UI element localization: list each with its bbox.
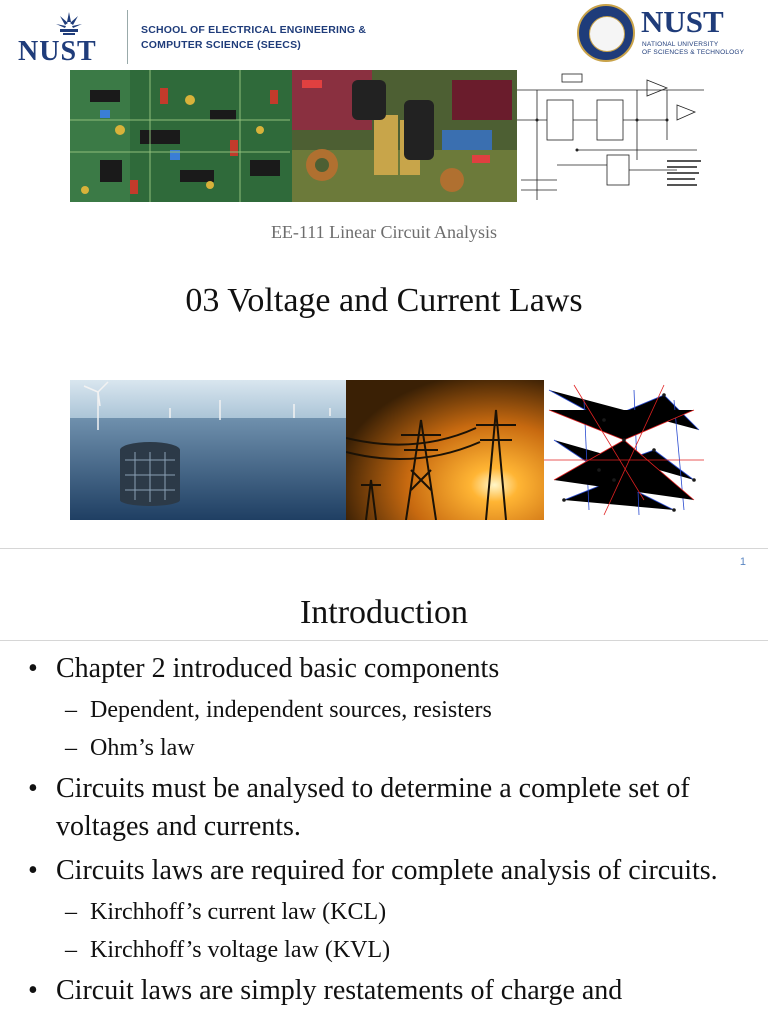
sub-bullet-item: – Kirchhoff’s voltage law (KVL)	[65, 937, 391, 963]
sub-bullet-text: Kirchhoff’s current law (KCL)	[90, 899, 387, 925]
university-seal-icon	[577, 4, 635, 62]
title-underline	[0, 640, 768, 641]
bullet-item: • Circuits must be analysed to determine a complete set of voltages and currents.	[28, 770, 758, 846]
nust-sub-line-1: NATIONAL UNIVERSITY	[642, 41, 719, 48]
bullet-item: • Circuit laws are simply restatements of charge and	[28, 972, 758, 1010]
introduction-slide	[0, 578, 768, 1024]
network-graph-image	[544, 380, 704, 520]
slide-divider	[0, 548, 768, 549]
nust-logo-word: NUST	[18, 36, 97, 67]
page-number: 1	[739, 556, 746, 568]
bullet-item: • Chapter 2 introduced basic components	[28, 650, 758, 688]
circuit-banner-image	[70, 70, 704, 202]
school-line-1: SCHOOL OF ELECTRICAL ENGINEERING &	[141, 24, 367, 36]
school-name	[141, 23, 366, 53]
course-name: EE-111 Linear Circuit Analysis	[270, 222, 498, 242]
pcb-photo	[70, 70, 292, 202]
capacitors-photo	[292, 70, 517, 202]
power-photos-strip	[70, 380, 704, 520]
sub-bullet-text: Kirchhoff’s voltage law (KVL)	[90, 937, 391, 963]
nust-emblem-icon	[54, 10, 84, 36]
offshore-wind-photo	[70, 380, 346, 520]
nust-logo-subtitle	[642, 41, 744, 57]
bullet-list	[28, 644, 758, 1010]
nust-sub-line-2: OF SCIENCES & TECHNOLOGY	[642, 49, 745, 56]
nust-logo-left	[18, 10, 118, 66]
slide-header	[0, 0, 768, 70]
sub-bullet-item: – Dependent, independent sources, resisters	[65, 697, 492, 723]
slide-title: Introduction	[299, 594, 469, 631]
sub-bullet-text: Dependent, independent sources, resisters	[90, 697, 492, 723]
header-divider	[127, 10, 128, 64]
sub-bullet-item: – Kirchhoff’s current law (KCL)	[65, 899, 387, 925]
schematic-diagram	[517, 70, 704, 202]
lecture-title: 03 Voltage and Current Laws	[185, 282, 583, 319]
power-lines-sunset-photo	[346, 380, 544, 520]
school-line-2: COMPUTER SCIENCE (SEECS)	[141, 39, 301, 51]
bullet-item: • Circuits laws are required for complete analysis of circuits.	[28, 852, 758, 890]
sub-bullet-item: – Ohm’s law	[65, 735, 195, 761]
nust-logo-right	[577, 4, 757, 64]
nust-logo-word-right: NUST	[641, 4, 724, 39]
sub-bullet-text: Ohm’s law	[90, 735, 195, 761]
